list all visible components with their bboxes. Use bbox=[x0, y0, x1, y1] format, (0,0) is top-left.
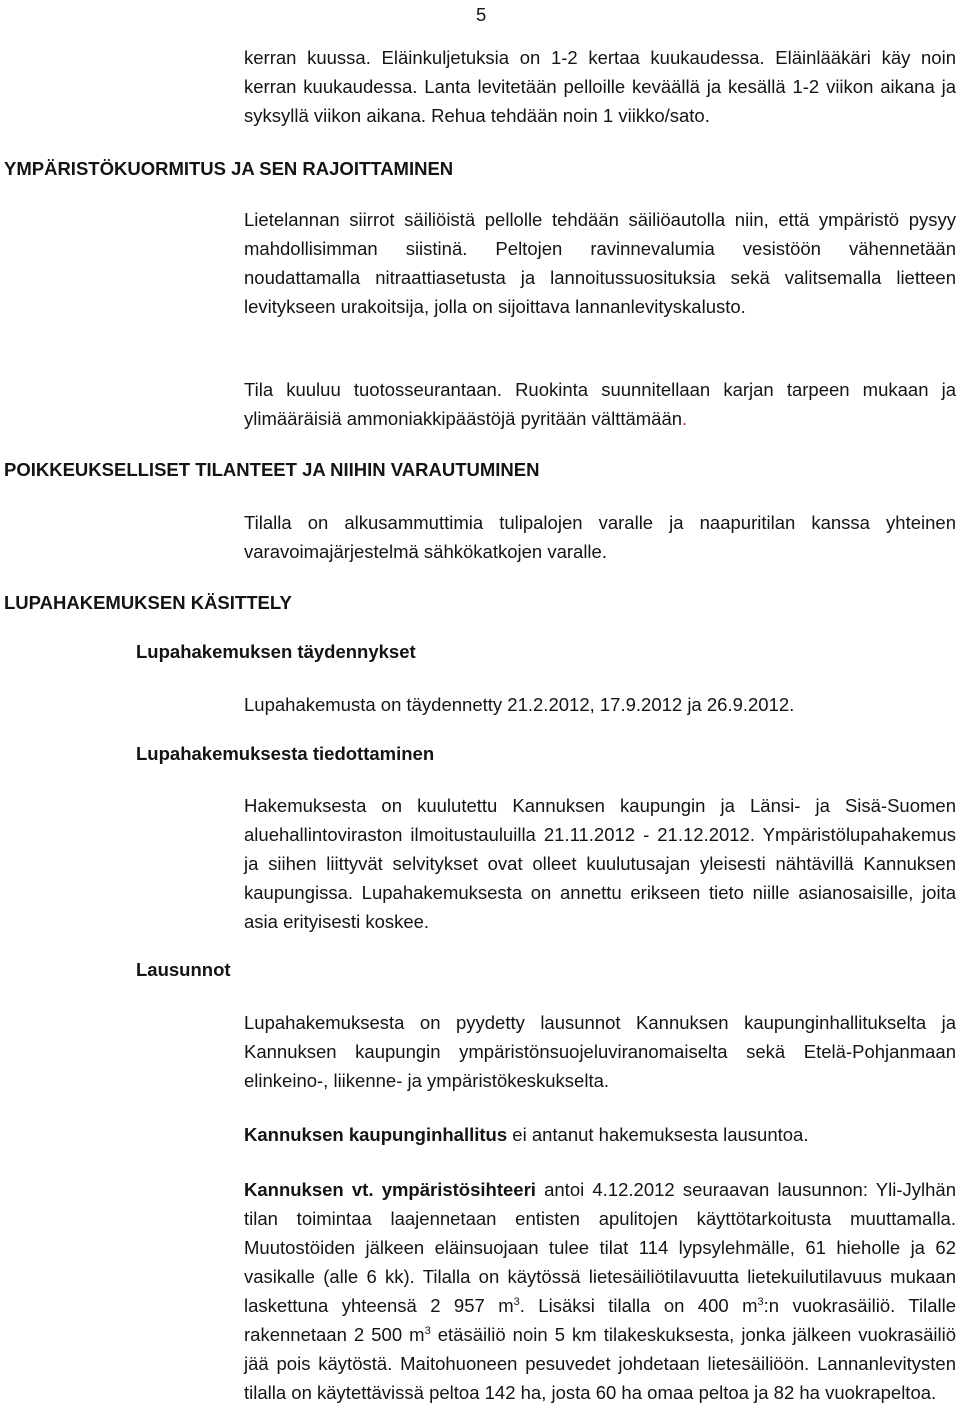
subheading-supplements: Lupahakemuksen täydennykset bbox=[136, 641, 416, 662]
section-heading-exceptional: POIKKEUKSELLISET TILANTEET JA NIIHIN VARAUTUMINEN bbox=[4, 459, 540, 480]
officer-text-4: etäsäiliö noin 5 km tilakeskuksesta, jonka jälkeen vuokrasäiliö jää pois käytöstä. Maitohuoneen pesuvedet johdetaan lietesäiliöön. Lannanlevitysten tilalla on käytettävissä peltoa 142 ha, josta 60 ha omaa peltoa ja 82 ha vuokrapeltoa. bbox=[244, 1324, 956, 1403]
officer-text-3: :n vuokrasäiliö. Tilalle rakennetaan 2 500 m bbox=[244, 1295, 956, 1345]
officer-title-2: ympäristösihteeri bbox=[381, 1179, 536, 1200]
intro-paragraph: kerran kuussa. Eläinkuljetuksia on 1-2 kertaa kuukaudessa. Eläinlääkäri käy noin kerran kuukaudessa. Lanta levitetään pelloille keväällä ja kesällä 1-2 viikon aikana ja syksyllä viikon aikana. Rehua tehdään noin 1 viikko/sato. bbox=[244, 47, 956, 126]
environment-paragraph-2-end: . bbox=[682, 408, 688, 429]
supplements-paragraph: Lupahakemusta on täydennetty 21.2.2012, 17.9.2012 ja 26.9.2012. bbox=[244, 694, 795, 715]
statements-officer-paragraph bbox=[244, 1175, 956, 1407]
notification-paragraph: Hakemuksesta on kuulutettu Kannuksen kaupungin ja Länsi- ja Sisä-Suomen aluehallintoviraston ilmoitustauluilla 21.11.2012 - 21.12.2012. Ympäristölupahakemus ja siihen liittyvät selvitykset ovat olleet kuulutusajan yleisesti nähtävillä Kannuksen kaupungissa. Lupahakemuksesta on annettu erikseen tieto niille asianosaisille, joita asia erityisesti koskee. bbox=[244, 795, 956, 932]
statements-intro-paragraph: Lupahakemuksesta on pyydetty lausunnot Kannuksen kaupunginhallitukselta ja Kannuksen kaupungin ympäristönsuojeluviranomaiselta sekä Etelä-Pohjanmaan elinkeino-, liikenne- ja ympäristökeskukselta. bbox=[244, 1012, 956, 1091]
page-number: 5 bbox=[476, 4, 487, 25]
officer-text-2: . Lisäksi tilalla on 400 m bbox=[519, 1295, 758, 1316]
superscript-3: 3 bbox=[757, 1296, 764, 1308]
environment-paragraph-2 bbox=[244, 375, 956, 433]
environment-paragraph-1: Lietelannan siirrot säiliöistä pellolle tehdään säiliöautolla niin, että ympäristö pysyy mahdollisimman siistinä. Peltojen ravinnevalumia vesistöön vähennetään noudattamalla nitraattiasetusta ja lannoitussuosituksia sekä valitsemalla lietteen levitykseen urakoitsija, jolla on sijoittava lannanlevityskalusto. bbox=[244, 209, 956, 317]
board-name: Kannuksen kaupunginhallitus bbox=[244, 1124, 508, 1145]
officer-title-1: Kannuksen vt. bbox=[244, 1179, 374, 1200]
statements-board-paragraph bbox=[244, 1120, 956, 1149]
superscript-3: 3 bbox=[424, 1325, 431, 1337]
board-statement-text: ei antanut hakemuksesta lausuntoa. bbox=[507, 1124, 809, 1145]
subheading-notification: Lupahakemuksesta tiedottaminen bbox=[136, 743, 435, 764]
exceptional-paragraph: Tilalla on alkusammuttimia tulipalojen varalle ja naapuritilan kanssa yhteinen varavoimajärjestelmä sähkökatkojen varalle. bbox=[244, 512, 956, 562]
section-heading-permit: LUPAHAKEMUKSEN KÄSITTELY bbox=[4, 592, 292, 613]
subheading-statements: Lausunnot bbox=[136, 959, 231, 980]
superscript-3: 3 bbox=[513, 1296, 520, 1308]
section-heading-environment: YMPÄRISTÖKUORMITUS JA SEN RAJOITTAMINEN bbox=[4, 158, 454, 179]
officer-text-1: antoi 4.12.2012 seuraavan lausunnon: Yli-Jylhän tilan toimintaa laajennetaan entisten apulitojen käyttötarkoitusta muuttamalla. Muutostöiden jälkeen eläinsuojaan tulee tilat 114 lypsylehmälle, 61 hieholle ja 62 vasikalle (alle 6 kk). Tilalla on käytössä lietesäiliötilavuutta lietekuilutilavuus mukaan laskettuna yhteensä 2 957 m bbox=[244, 1179, 957, 1316]
environment-paragraph-2-text: Tila kuuluu tuotosseurantaan. Ruokinta suunnitellaan karjan tarpeen mukaan ja ylimääräisiä ammoniakkipäästöjä pyritään välttämään bbox=[244, 379, 956, 429]
